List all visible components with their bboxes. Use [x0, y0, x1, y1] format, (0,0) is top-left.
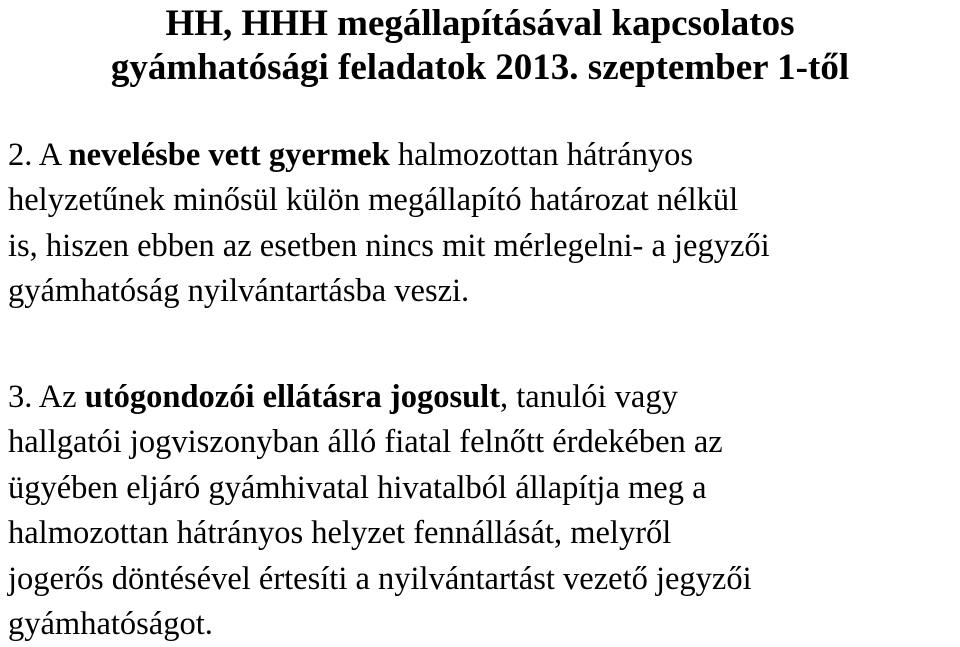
paragraph-3-line-3: ügyében eljáró gyámhivatal hivatalból állapítja meg a — [8, 469, 707, 506]
paragraph-3-line-4: halmozottan hátrányos helyzet fennállását, melyről — [8, 515, 672, 552]
paragraph-2-line-1 — [8, 133, 958, 178]
title-line-1: HH, HHH megállapításával kapcsolatos — [165, 3, 795, 44]
title-line-2: gyámhatósági feladatok 2013. szeptember 1-től — [110, 47, 850, 88]
paragraph-2-lead: A — [32, 137, 69, 173]
paragraph-3-line-1-rest: , tanulói vagy — [500, 379, 678, 415]
paragraph-3-line-1 — [8, 375, 958, 420]
paragraph-2-line-1-rest: halmozottan hátrányos — [389, 137, 694, 173]
paragraph-2-line-3: is, hiszen ebben az esetben nincs mit mérlegelni- a jegyzői — [8, 227, 770, 264]
paragraph-2 — [8, 133, 958, 315]
paragraph-3-line-2: hallgatói jogviszonyban álló fiatal felnőtt érdekében az — [8, 424, 723, 461]
paragraph-2-bold-term: nevelésbe vett gyermek — [68, 137, 390, 173]
paragraph-3-lead: Az — [32, 379, 85, 415]
paragraph-2-line-4: gyámhatóság nyilvántartásba veszi. — [8, 273, 470, 310]
paragraph-2-line-2: helyzetűnek minősül külön megállapító határozat nélkül — [8, 182, 739, 219]
paragraph-3 — [8, 375, 958, 647]
paragraph-3-line-6: gyámhatóságot. — [8, 606, 213, 643]
paragraph-3-number: 3. — [8, 379, 33, 415]
paragraph-2-number: 2. — [8, 137, 33, 173]
paragraph-3-bold-term: utógondozói ellátásra jogosult — [84, 379, 501, 415]
paragraph-3-line-5: jogerős döntésével értesíti a nyilvántartást vezető jegyzői — [8, 560, 752, 597]
slide-title — [0, 2, 960, 90]
